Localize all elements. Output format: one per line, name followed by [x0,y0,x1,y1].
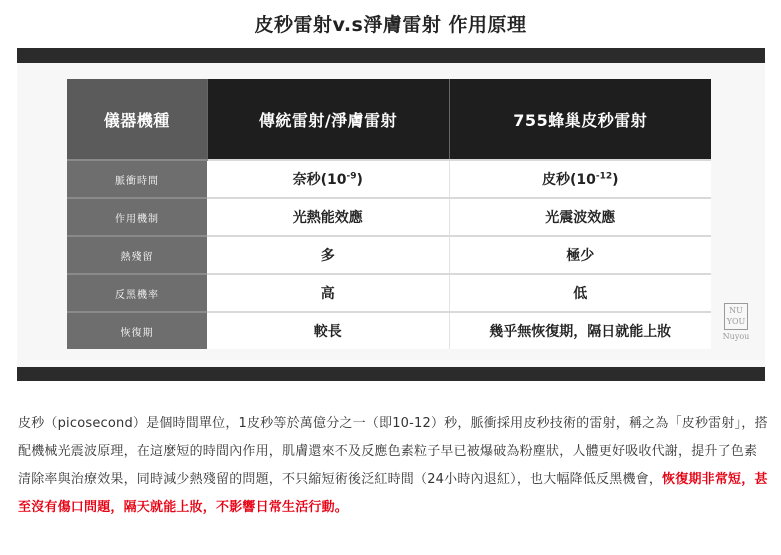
page-title: 皮秒雷射v.s淨膚雷射 作用原理 [254,14,527,36]
header-pico-laser: 755蜂巢皮秒雷射 [449,79,711,160]
cell-traditional: 多 [207,236,449,274]
logo-top-text: NU [729,306,743,315]
header-device-type: 儀器機種 [67,79,207,160]
cell-text: 皮秒(10 [541,172,596,188]
cell-traditional: 光熱能效應 [207,198,449,236]
cell-pico: 低 [449,274,711,312]
table-row [67,274,711,312]
logo-caption: Nuyou [722,332,750,341]
row-label: 熱殘留 [67,236,207,274]
panel-top-band [17,48,765,63]
cell-text: 奈秒(10 [292,172,347,188]
panel-bottom-band [17,367,765,381]
cell-pico: 光震波效應 [449,198,711,236]
cell-traditional: 高 [207,274,449,312]
comparison-panel [17,48,765,381]
row-label: 作用機制 [67,198,207,236]
row-label: 反黑機率 [67,274,207,312]
cell-text: ) [356,172,363,188]
description-paragraph [18,410,770,522]
paragraph-highlight: 恢復期非常短，甚至沒有傷口問題，隔天就能上妝，不影響日常生活行動。 [18,472,768,515]
nuyou-logo [718,303,754,347]
table-header-row [67,79,711,160]
row-label: 恢復期 [67,312,207,349]
row-label: 脈衝時間 [67,160,207,198]
header-traditional-laser: 傳統雷射/淨膚雷射 [207,79,449,160]
cell-pico: 幾乎無恢復期，隔日就能上妝 [449,312,711,349]
table-row [67,312,711,349]
table-row [67,198,711,236]
cell-pico: 極少 [449,236,711,274]
logo-bottom-text: YOU [726,317,746,326]
cell-exponent: -12 [595,171,613,182]
cell-exponent: -9 [346,171,357,182]
cell-traditional [207,160,449,198]
comparison-table [67,79,711,349]
cell-traditional: 較長 [207,312,449,349]
cell-text: ) [612,172,619,188]
table-row [67,160,711,198]
logo-mark [724,303,748,330]
cell-pico [449,160,711,198]
paragraph-text: 皮秒（picosecond）是個時間單位，1皮秒等於萬億分之一（即10-12）秒，脈衝採用皮秒技術的雷射，稱之為「皮秒雷射」，搭配機械光震波原理，在這麼短的時間內作用，肌膚還來不及反應色素粒子早已被爆破為粉塵狀，人體更好吸收代謝，提升了色素清除率與治療效果，同時減少熱殘留的問題，不只縮短術後泛紅時間（24小時內退紅），也大幅降低反黑機會， [18,416,768,487]
table-row [67,236,711,274]
